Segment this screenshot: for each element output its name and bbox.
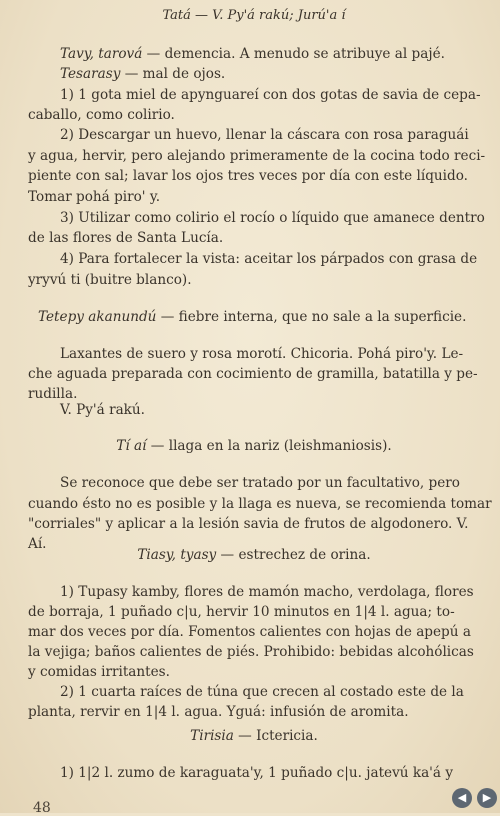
page-number: 48 (33, 800, 51, 816)
text-line: y agua, hervir, pero alejando primeramente de la cocina todo reci- (28, 148, 486, 164)
text-line: Laxantes de suero y rosa morotí. Chicoria. Pohá piro'y. Le- (60, 346, 464, 362)
text-line: 1) 1 gota miel de apynguareí con dos gotas de savia de cepa- (60, 87, 481, 103)
text-line: Se reconoce que debe ser tratado por un facultativo, pero (60, 475, 460, 491)
text-line: 2) Descargar un huevo, llenar la cáscara con rosa paraguái (60, 127, 469, 143)
header-text: Tatá — V. Py'á rakú; Jurú'a í (162, 8, 346, 23)
entry-heading (28, 726, 480, 746)
chevron-right-icon: ▶ (482, 791, 492, 804)
text-line: y comidas irritantes. (28, 664, 170, 680)
text-line: 2) 1 cuarta raíces de túna que crecen al costado este de la (60, 684, 464, 700)
entry-term: Tiasy, tyasy (137, 547, 217, 563)
text-line: mar dos veces por día. Fomentos calientes con hojas de apepú a (28, 624, 471, 640)
entry-definition: — demencia. A menudo se atribuye al pajé. (142, 46, 445, 62)
text-line: cuando ésto no es posible y la llaga es nueva, se recomienda tomar (28, 496, 492, 512)
entry-term: Tavy, tarová (60, 46, 143, 62)
entry-definition: — Ictericia. (233, 728, 318, 744)
entry-term: Tí aí (116, 438, 147, 454)
text-line: yryvú ti (buitre blanco). (28, 272, 192, 288)
text-line: "corriales" y aplicar a la lesión savia de frutos de algodonero. V. (28, 516, 469, 532)
text-line: piente con sal; lavar los ojos tres veces por día con este líquido. (28, 168, 468, 184)
entry-heading (60, 64, 480, 84)
next-page-button[interactable] (477, 788, 497, 808)
text-line: V. Py'á rakú. (60, 402, 145, 418)
text-line: Tomar pohá piro' y. (28, 189, 161, 205)
entry-term: Tesarasy (60, 66, 121, 82)
text-line: 4) Para fortalecer la vista: aceitar los párpados con grasa de (60, 251, 478, 267)
text-line: 1) Tupasy kamby, flores de mamón macho, verdolaga, flores (60, 584, 474, 600)
entry-definition: — mal de ojos. (120, 66, 226, 82)
entry-term: Tetepy akanundú (38, 309, 157, 325)
text-line: 3) Utilizar como colirio el rocío o líquido que amanece dentro (60, 210, 485, 226)
text-line: la vejiga; baños calientes de piés. Prohibido: bebidas alcohólicas (28, 644, 474, 660)
entry-heading (60, 44, 480, 64)
text-line: Aí. (28, 536, 47, 552)
prev-page-button[interactable] (452, 788, 472, 808)
running-header (28, 6, 480, 26)
text-line: rudilla. (28, 386, 78, 402)
entry-heading (28, 436, 480, 456)
chevron-left-icon: ◀ (457, 791, 467, 804)
text-line: 1) 1|2 l. zumo de karaguata'y, 1 puñado c|u. jatevú ka'á y (60, 765, 454, 781)
entry-definition: — fiebre interna, que no sale a la superficie. (156, 309, 467, 325)
text-line: de las flores de Santa Lucía. (28, 230, 224, 246)
entry-term: Tirisia (190, 728, 234, 744)
text-line: planta, rervir en 1|4 l. agua. Yguá: infusión de aromita. (28, 704, 409, 720)
text-line: che aguada preparada con cocimiento de gramilla, batatilla y pe- (28, 366, 478, 382)
text-line: caballo, como colirio. (28, 107, 175, 123)
text-line: de borraja, 1 puñado c|u, hervir 10 minutos en 1|4 l. agua; to- (28, 604, 455, 620)
entry-heading (38, 307, 490, 327)
entry-definition: — estrechez de orina. (216, 547, 371, 563)
entry-heading (28, 545, 480, 565)
entry-definition: — llaga en la nariz (leishmaniosis). (146, 438, 392, 454)
